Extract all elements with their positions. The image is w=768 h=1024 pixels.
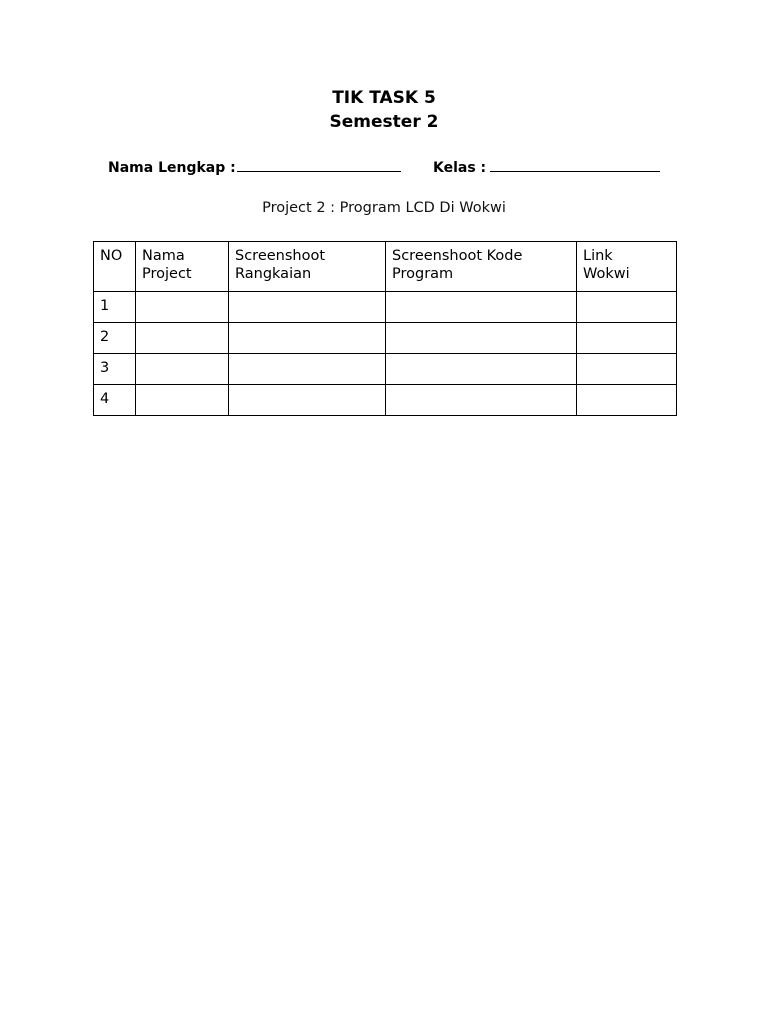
cell-link-wokwi[interactable] — [577, 292, 677, 323]
document-title: TIK TASK 5 — [332, 88, 436, 108]
header-rangkaian-line2: Rangkaian — [235, 266, 312, 282]
class-blank-line[interactable] — [490, 157, 660, 172]
class-label: Kelas : — [433, 160, 487, 176]
table-header-row — [94, 242, 677, 292]
cell-nama-project[interactable] — [136, 292, 229, 323]
cell-screenshoot-rangkaian[interactable] — [229, 385, 386, 416]
cell-screenshoot-kode[interactable] — [386, 385, 577, 416]
cell-screenshoot-kode[interactable] — [386, 354, 577, 385]
header-screenshoot-rangkaian — [229, 242, 386, 292]
header-no-label: NO — [100, 248, 123, 264]
name-blank-line[interactable] — [237, 157, 401, 172]
cell-nama-project[interactable] — [136, 323, 229, 354]
header-link-wokwi — [577, 242, 677, 292]
name-label: Nama Lengkap : — [108, 160, 236, 176]
cell-link-wokwi[interactable] — [577, 385, 677, 416]
header-rangkaian-line1: Screenshoot — [235, 248, 326, 264]
header-kode-line1: Screenshoot Kode — [392, 248, 523, 264]
header-nama-line2: Project — [142, 266, 192, 282]
project-table — [93, 241, 677, 416]
cell-link-wokwi[interactable] — [577, 323, 677, 354]
row-number: 1 — [94, 292, 136, 323]
header-no — [94, 242, 136, 292]
header-nama-project — [136, 242, 229, 292]
header-nama-line1: Nama — [142, 248, 185, 264]
row-number: 4 — [94, 385, 136, 416]
cell-screenshoot-rangkaian[interactable] — [229, 292, 386, 323]
document-subtitle-semester: Semester 2 — [329, 112, 439, 132]
table-row — [94, 292, 677, 323]
class-field — [433, 157, 660, 178]
cell-screenshoot-rangkaian[interactable] — [229, 323, 386, 354]
header-kode-line2: Program — [392, 266, 454, 282]
table-row — [94, 385, 677, 416]
header-link-line1: Link — [583, 248, 613, 264]
row-number: 3 — [94, 354, 136, 385]
cell-screenshoot-kode[interactable] — [386, 323, 577, 354]
cell-link-wokwi[interactable] — [577, 354, 677, 385]
identity-fields — [108, 157, 688, 179]
row-number: 2 — [94, 323, 136, 354]
cell-nama-project[interactable] — [136, 385, 229, 416]
cell-screenshoot-kode[interactable] — [386, 292, 577, 323]
cell-screenshoot-rangkaian[interactable] — [229, 354, 386, 385]
table-row — [94, 354, 677, 385]
table-row — [94, 323, 677, 354]
project-heading: Project 2 : Program LCD Di Wokwi — [262, 200, 506, 216]
header-link-line2: Wokwi — [583, 266, 630, 282]
name-field — [108, 157, 401, 178]
cell-nama-project[interactable] — [136, 354, 229, 385]
header-screenshoot-kode-program — [386, 242, 577, 292]
